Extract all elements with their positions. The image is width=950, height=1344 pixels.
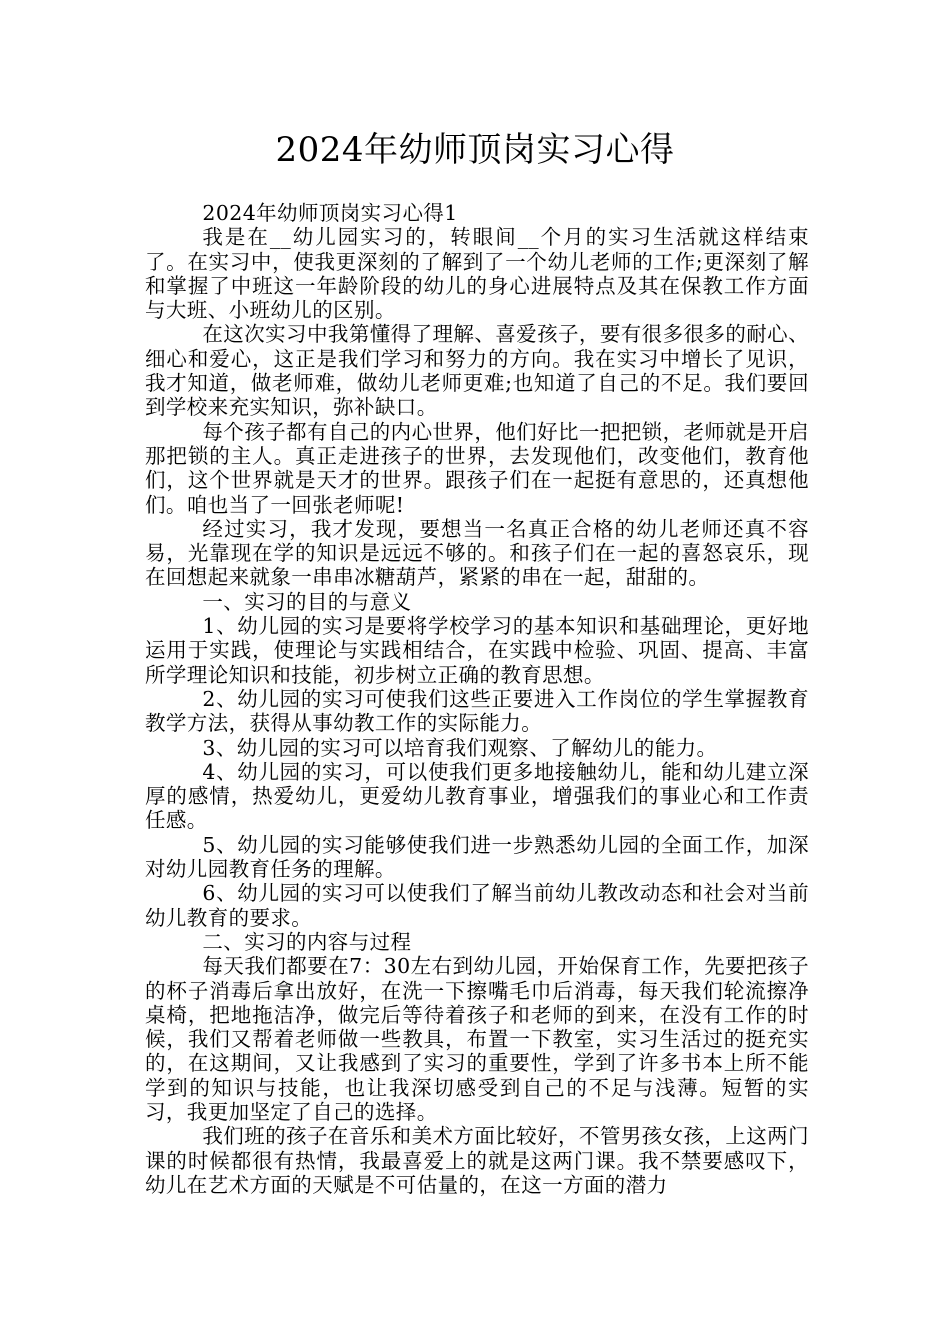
- body-paragraph: 我是在__幼儿园实习的，转眼间__个月的实习生活就这样结束了。在实习中，使我更深刻的了解到了一个幼儿老师的工作;更深刻了解和掌握了中班这一年龄阶段的幼儿的身心进展特点及其在保教工作方面与大班、小班幼儿的区别。: [145, 225, 809, 323]
- document-body: [145, 201, 809, 1197]
- body-paragraph: 每个孩子都有自己的内心世界，他们好比一把把锁，老师就是开启那把锁的主人。真正走进孩子的世界，去发现他们，改变他们，教育他们，这个世界就是天才的世界。跟孩子们在一起挺有意思的，还真想他们。咱也当了一回张老师呢!: [145, 419, 809, 517]
- body-paragraph: 我们班的孩子在音乐和美术方面比较好，不管男孩女孩，上这两门课的时候都很有热情，我最喜爱上的就是这两门课。我不禁要感叹下，幼儿在艺术方面的天赋是不可估量的，在这一方面的潜力: [145, 1124, 809, 1197]
- list-item: 2、幼儿园的实习可使我们这些正要进入工作岗位的学生掌握教育教学方法，获得从事幼教工作的实际能力。: [145, 686, 809, 736]
- subtitle-paragraph: 2024年幼师顶岗实习心得1: [202, 201, 458, 225]
- list-item: 4、幼儿园的实习，可以使我们更多地接触幼儿，能和幼儿建立深厚的感情，热爱幼儿，更爱幼儿教育事业，增强我们的事业心和工作责任感。: [145, 759, 809, 833]
- list-item: 5、幼儿园的实习能够使我们进一步熟悉幼儿园的全面工作，加深对幼儿园教育任务的理解。: [145, 832, 809, 882]
- body-paragraph: 在这次实习中我第懂得了理解、喜爱孩子，要有很多很多的耐心、细心和爱心，这正是我们学习和努力的方向。我在实习中增长了见识，我才知道，做老师难，做幼儿老师更难;也知道了自己的不足。我们要回到学校来充实知识，弥补缺口。: [145, 322, 809, 420]
- document-title: 2024年幼师顶岗实习心得: [275, 130, 675, 170]
- body-paragraph: 经过实习，我才发现，要想当一名真正合格的幼儿老师还真不容易，光靠现在学的知识是远远不够的。和孩子们在一起的喜怒哀乐，现在回想起来就象一串串冰糖葫芦，紧紧的串在一起，甜甜的。: [145, 516, 809, 590]
- section-heading: 二、实习的内容与过程: [202, 929, 412, 954]
- body-paragraph: 每天我们都要在7：30左右到幼儿园，开始保育工作，先要把孩子的杯子消毒后拿出放好，在洗一下擦嘴毛巾后消毒，每天我们轮流擦净桌椅，把地拖洁净，做完后等待着孩子和老师的到来，在没有工作的时候，我们又帮着老师做一些教具，布置一下教室，实习生活过的挺充实的，在这期间，又让我感到了实习的重要性，学到了许多书本上所不能学到的知识与技能，也让我深切感受到自己的不足与浅薄。短暂的实习，我更加坚定了自己的选择。: [145, 954, 809, 1124]
- list-item: 1、幼儿园的实习是要将学校学习的基本知识和基础理论，更好地运用于实践，使理论与实践相结合，在实践中检验、巩固、提高、丰富所学理论知识和技能，初步树立正确的教育思想。: [145, 614, 809, 687]
- section-heading: 一、实习的目的与意义: [202, 589, 412, 614]
- list-item: 6、幼儿园的实习可以使我们了解当前幼儿教改动态和社会对当前幼儿教育的要求。: [145, 881, 809, 930]
- list-item: 3、幼儿园的实习可以培育我们观察、了解幼儿的能力。: [202, 735, 718, 760]
